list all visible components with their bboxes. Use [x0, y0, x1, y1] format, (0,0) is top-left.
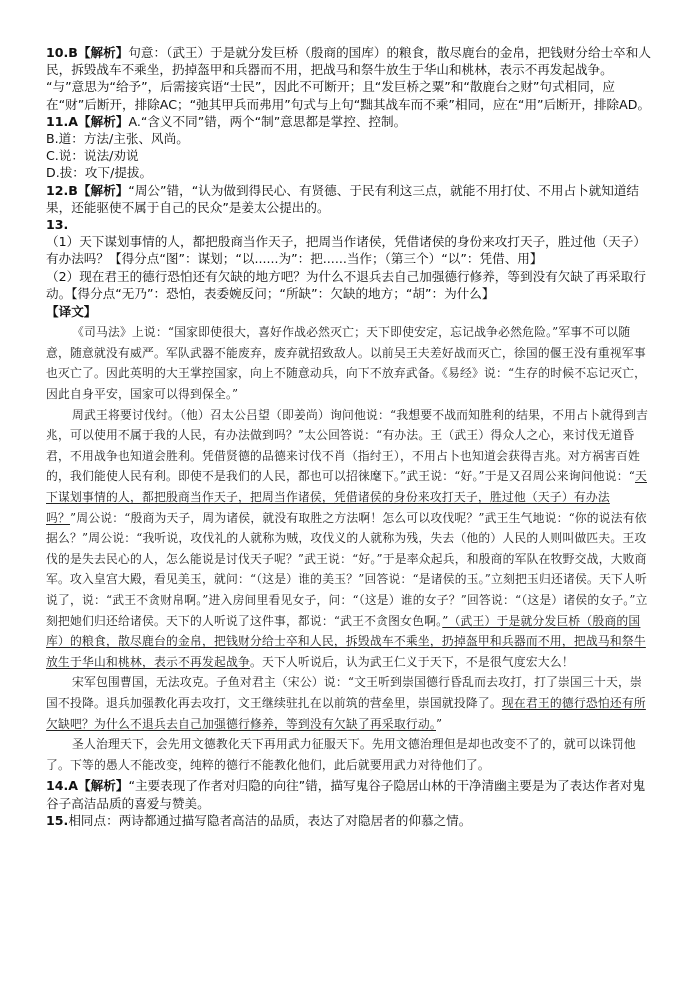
answer-11-label: 11.A【解析】 — [46, 113, 129, 129]
translation-para-2-underline: 天下谋划事情的人，都把殷商当作天子，把周当作诸侯，凭借诸侯的身份来攻打天子，胜过他（天子）有办法吗？ — [46, 469, 647, 525]
answer-10 — [46, 44, 651, 78]
translation-para-2-underline-2: ”（武王）于是就分发巨桥（殷商的国库）的粮食，散尽鹿台的金帛，把钱财分给士卒和人民，拆毁战车不乘坐，扔掉盔甲和兵器而不用，把战马和祭牛放生于华山和桃林，表示不再发起战争 — [46, 613, 646, 669]
answer-11-option-d: D.拔：攻下/提拔。 — [46, 165, 153, 181]
answer-11-text: A.“含义不同”错，两个“制”意思都是掌控、控制。 — [128, 113, 407, 129]
answer-13-part-1: （1）天下谋划事情的人，都把殷商当作天子，把周当作诸侯，凭借诸侯的身份来攻打天子，胜过他（天子）有办法吗？【得分点“图”：谋划；“以......为”：把......当作；（第三个）“以”：凭借、用】 — [46, 234, 646, 267]
answer-12-text: “周公”错，“认为做到得民心、有贤德、于民有利这三点，就能不用打仗、不用占卜就知道结果，还能驱使不属于自己的民众”是姜太公提出的。 — [46, 182, 640, 215]
translation-heading: 【译文】 — [46, 304, 97, 320]
translation-para-3-a: 宋军包围曹国，无法攻克。子鱼对君主（宋公）说：“文王听到崇国德行昏乱而去攻打，打了崇国三十天，崇国不投降。退兵加强教化再去攻打，文王继续驻扎在以前筑的营垒里，崇国就投降了。 — [46, 675, 643, 710]
answer-13-part-2: （2）现在君王的德行恐怕还有欠缺的地方吧？为什么不退兵去自己加强德行修养，等到没有欠缺了再采取行动。【得分点“无乃”：恐怕，表委婉反问；“所缺”：欠缺的地方；“胡”：为什么】 — [46, 268, 646, 301]
translation-para-3-underline: 现在君王的德行恐怕还有所欠缺吧？为什么不退兵去自己加强德行修养，等到没有欠缺了再采取行动。 — [46, 695, 646, 731]
translation-para-2-a: 周武王将要讨伐纣。（他）召太公吕望（即姜尚）询问他说：“我想要不战而知胜利的结果，不用占卜就得到吉兆，可以使用不属于我的人民，有办法做到吗？”太公回答说：“有办法。王（武王）得众人之心，来讨伐无道昏君，不用战争也知道会胜利。凭借贤德的品德来讨伐不肖（指纣王），不用占卜也知道会获得吉兆。对方祸害百姓的，我们能使人民有利。即使不是我们的人民，都也可以招徕麾下。”武王说：“好。”于是又召周公来询问他说：“ — [46, 407, 649, 484]
translation-para-2-b: ”周公说：“殷商为天子，周为诸侯，就没有取胜之方法啊！怎么可以攻伐呢？”武王生气地说：“你的说法有依据么？”周公说：“我听说，攻伐礼的人就称为贼，攻伐义的人就称为残，失去（他的）人民的人则叫做匹夫。王攻伐的是失去民心的人，怎么能说是讨伐天子呢？”武王说：“好。”于是率众起兵，和殷商的军队在牧野交战，大败商军。攻入皇宫大殿，看见美玉，就问：“（这是）谁的美玉？”回答说：“是诸侯的玉。”立刻把玉归还诸侯。天下人听说了，说：“武王不贪财帛啊。”进入房间里看见女子，问：“（这是）谁的女子？”回答说：“（这是）诸侯的女子。”立刻把她们归还给诸侯。天下的人听说了这件事，都说：“武王不贪图女色啊。 — [46, 510, 648, 628]
answer-14 — [46, 777, 651, 811]
answer-10-text: 句意：（武王）于是就分发巨桥（殷商的国库）的粮食，散尽鹿台的金帛，把钱财分给士卒和人民，拆毁战车不乘坐，扔掉盔甲和兵器而不用，把战马和祭牛放生于华山和桃林，表示不再发起战争。 — [46, 45, 651, 78]
translation-para-4: 圣人治理天下，会先用文德教化天下再用武力征服天下。先用文德治理但是却也改变不了的，就可以诛罚他了。下等的愚人不能改变，纯粹的德行不能教化他们，此后就要用武力对待他们了。 — [46, 737, 636, 772]
answer-11-option-c: C.说：说法/劝说 — [46, 148, 139, 164]
answer-13-label: 13. — [46, 217, 69, 233]
answer-10-analysis: “与”意思为“给予”，后需接宾语“士民”，因此不可断开；且“发巨桥之粟”和“散鹿台之财”句式相同，应在“财”后断开，排除AC；“弛其甲兵而弗用”句式与上句“黜其战车而不乘”相同，应在“用”后断开，排除AD。 — [46, 79, 651, 112]
answer-15 — [46, 812, 651, 829]
translation-para-3-b: ” — [436, 716, 443, 731]
answer-10-label: 10.B【解析】 — [46, 45, 129, 60]
answer-12-label: 12.B【解析】 — [46, 182, 129, 198]
answer-15-label: 15. — [46, 812, 69, 828]
answer-14-text: “主要表现了作者对归隐的向往”错，描写鬼谷子隐居山林的干净清幽主要是为了表达作者对鬼谷子高洁品质的喜爱与赞美。 — [46, 778, 646, 811]
translation-para-1: 《司马法》上说：“国家即使很大，喜好作战必然灭亡；天下即使安定，忘记战争必然危险。”军事不可以随意，随意就没有威严。军队武器不能废弃，废弃就招致敌人。以前吴王夫差好战而灭亡，徐国的偃王没有重视军事也灭亡了。因此英明的大王掌控国家，向上不随意动兵，向下不放弃武备。《易经》说：“生存的时候不忘记灭亡，因此自身平安，国家可以得到保全。” — [46, 325, 647, 402]
answer-12 — [46, 182, 651, 216]
answer-11 — [46, 113, 651, 130]
answer-11-option-b: B.道：方法/主张、风尚。 — [46, 131, 189, 147]
answer-14-label: 14.A【解析】 — [46, 778, 129, 794]
translation-para-2-c: 。天下人听说后，认为武王仁义于天下，不是很气度宏大么！ — [249, 654, 574, 669]
answer-15-text: 相同点：两诗都通过描写隐者高洁的品质，表达了对隐居者的仰慕之情。 — [68, 812, 472, 828]
translation-para-3 — [46, 672, 651, 734]
translation-para-2 — [46, 405, 651, 673]
